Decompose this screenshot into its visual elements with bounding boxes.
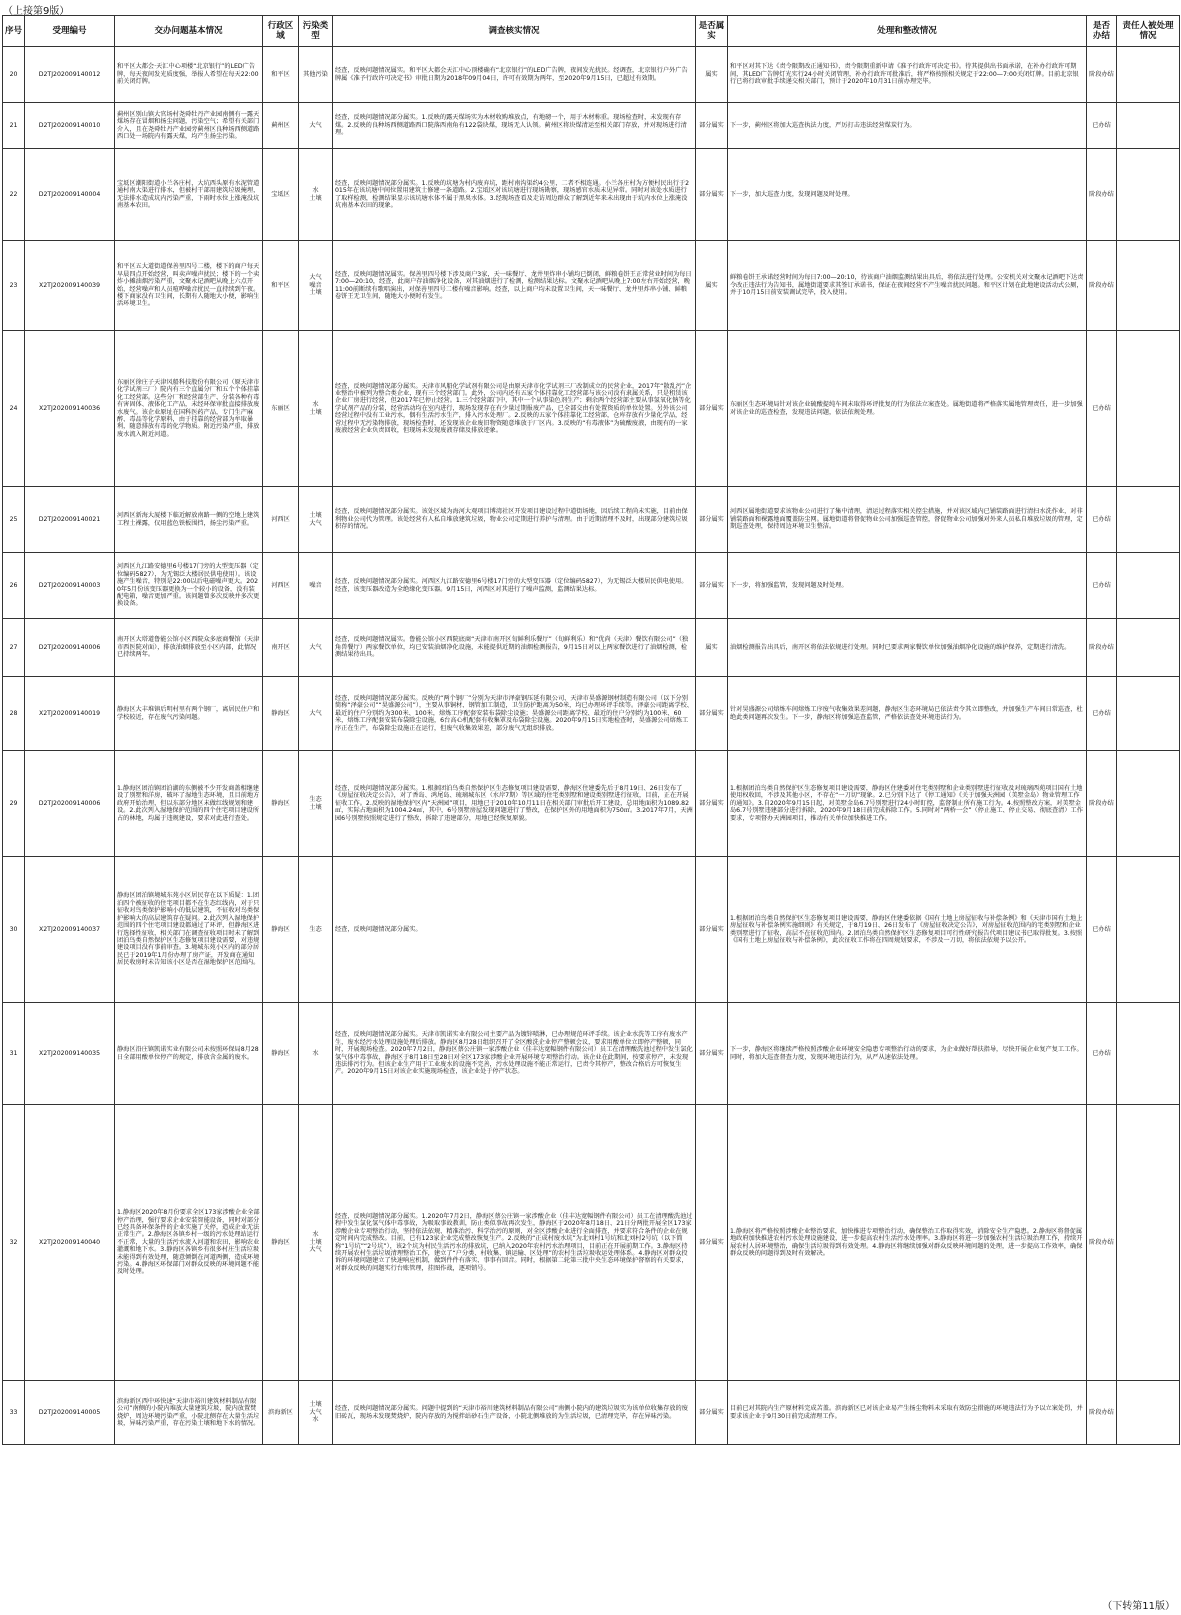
pollution-type: 生态 土壤: [299, 751, 333, 857]
header-district: 行政区域: [263, 16, 299, 47]
investigation-findings: 经查，反映问题情况属实。鲁能公馆小区西院底商“天津市南开区旬鲜利乐餐厅”（旬鲜利乐）和“优尚（天津）餐饮有限公司”（独角兽餐厅）两家餐饮单位，均已安装油烟净化设施，未能提供近期的油烟检测报告，9月15日对以上两家餐饮进行了油烟检测，检测结果待出具。: [333, 619, 696, 677]
verdict: 部分属实: [696, 1381, 728, 1445]
issue-description: 蓟州区别山镇大官场村尧舜牡丹产业园南侧有一露天煤场存在冒烟和扬尘问题，污染空气；希望有关部门介入，且在尧舜牡丹产业园旁蓟州区良种场西侧道路西口处一场院内有露天煤，均产生扬尘污染。: [115, 103, 263, 149]
table-body: [3, 47, 1180, 1445]
district: 蓟州区: [263, 103, 299, 149]
row-index: 27: [3, 619, 25, 677]
handling-measures: 和平区对其下达《责令限期改正通知书》，责令限期重新申请《准予行政许可决定书》。待其提供出书面承诺，在补办行政许可期间，其LED广告牌灯光实行24小时关闭管理，补办行政许可批准后，将严格按照相关规定于22:00—7:00关闭灯牌。目前北京银行已将行政审批手续递交相关部门，预计于2020年10月31日前办理完毕。: [728, 47, 1087, 103]
investigation-findings: 经查，反映问题情况部分属实。1.反映的露天煤场实为木材收购堆放点，有地磅一个，用于木材称重。现场检查时，未发现有存煤。2.反映的良种场西侧道路西口院落西南角有122袋块煤，现场无人认领。蓟州区将块煤清运至相关部门存放，并对现场进行清理。: [333, 103, 696, 149]
issue-description: 南开区大塔道鲁能公馆小区西院众多底商餐馆（天津市西医院对面），排放油烟排放至小区内部，此情况已持续两年。: [115, 619, 263, 677]
pollution-type: 水 土壤: [299, 331, 333, 487]
issue-description: 河西区九江路安德里6号楼17门旁的大型变压器（定位编码5827），为无锡泛大楼居民供电使用）。该设施产生噪音，特别是22:00以后电磁噪声更大。2020年5月份该变压器更换为一个较小的设备，没有装配电箱，噪音更加严重。该问题曾多次反映并多次更换设备。: [115, 553, 263, 619]
row-index: 31: [3, 1003, 25, 1105]
pollution-type: 生态: [299, 857, 333, 1003]
handling-measures: 东丽区生态环境局针对该企业硫酸提纯车间未取得环评批复的行为依法立案查处。属地街道将严格落实属地管理责任，进一步加强对该企业的巡查检查，发现违法问题，依法依规处理。: [728, 331, 1087, 487]
verdict: 部分属实: [696, 1105, 728, 1381]
handling-measures: 鲜粮卷饼王承诺经营时间为每日7:00—20:10，待该商户油烟监测结果出具后，将依法进行处理。公安机关对文聚永记酒吧下达责令改正违法行为告知书，属地街道要求其签订承诺书，保证在夜间经营不产生噪音扰民问题。和平区计划在此地建设活动式公厕，并于10月15日前安装调试完毕，投入使用。: [728, 241, 1087, 331]
row-index: 28: [3, 677, 25, 751]
case-code: D2TJ202009140010: [25, 103, 115, 149]
completion-status: 已办结: [1087, 857, 1117, 1003]
issue-description: 1.静海区2020年8月份要求全区173家涉酸企业全部停产治理，强行要求企业安装智能设备，同时对部分已经具备环保条件的企业实施了关停，造成企业无法正常生产。2.静海区各镇乡村一级的污水处理站运行不正常，大量的生活污水流入河道和农田，影响农业灌溉和地下水。3.静海区各镇乡有很多村庄生活垃圾未能得到有效处理，随意倾倒在河道两侧，造成环境污染。4.静海区环保部门对群众反映的环境问题不能及时处理。: [115, 1105, 263, 1381]
district: 东丽区: [263, 331, 299, 487]
header-responsible: 责任人被处理情况: [1117, 16, 1180, 47]
responsible-person-handling: [1117, 857, 1180, 1003]
header-handling: 处理和整改情况: [728, 16, 1087, 47]
investigation-findings: 经查，反映问题情况属实。保善里四号楼下涉及商户3家，天一味餐厅、龙井里炸串小铺均已倒闭，鲜粮卷饼王正常营业时间为每日7:00—20:10，经查，此商户存油烟净化设备，对其油烟进行了检测，检测结果达标。文聚永记酒吧从晚上7:00左右开始经营，晚11:00前断续有歌唱演出，对保善里四号二楼有噪音影响。经查，以上商户均未设置卫生间，天一味餐厅、龙井里炸串小铺、鲜粮卷饼王无卫生间，随地大小便时有发生。: [333, 241, 696, 331]
table-row: [3, 487, 1180, 553]
row-index: 29: [3, 751, 25, 857]
table-row: [3, 47, 1180, 103]
handling-measures: 下一步，静海区将继续严格按照涉酸企业环境安全隐患专项整治行动的要求，为企业做好帮扶指导，尽快开展企业复产复工工作。同时，将加大巡查督查力度，发现环境违法行为，从严从速依法处理。: [728, 1003, 1087, 1105]
case-code: D2TJ202009140005: [25, 1381, 115, 1445]
table-row: [3, 331, 1180, 487]
district: 河西区: [263, 553, 299, 619]
case-code: D2TJ202009140006: [25, 619, 115, 677]
header-issue: 交办问题基本情况: [115, 16, 263, 47]
district: 静海区: [263, 751, 299, 857]
verdict: 部分属实: [696, 677, 728, 751]
investigation-findings: 经查，反映问题情况部分属实。该处区域为海河大观项目博湾社区开发项目建设过程中道街场地，因后续工程尚未实施，目前由保利物业公司代为管理。该处经营有人私自堆放建筑垃圾，物业公司定期进行养护与清理。由于近期清理不及时，出现部分建筑垃圾积存的情况。: [333, 487, 696, 553]
issue-description: 东丽区徐庄子天津风船科技股份有限公司（原天津市化学试剂三厂）院内有三个直属分厂和五个个体挂靠化工经营部。这些分厂和经营部生产、分装各种有毒有害固体、液体化工产品，未经环保审批直接排放废水废气。该企业原址在国科医药产品，专门生产麻醉、毒品等化学原料，由于挂靠的经营部为牟取暴利，随意排放有毒的化学物质。附近污染严重，排放废水流入附近河道。: [115, 331, 263, 487]
continued-to-note: （下转第11版）: [1102, 1601, 1175, 1612]
verdict: 部分属实: [696, 487, 728, 553]
case-code: X2TJ202009140040: [25, 1105, 115, 1381]
table-row: [3, 149, 1180, 241]
district: 静海区: [263, 857, 299, 1003]
verdict: 部分属实: [696, 553, 728, 619]
completion-status: 已办结: [1087, 677, 1117, 751]
verdict: 部分属实: [696, 857, 728, 1003]
issue-description: 静海区沿庄镇凯诺实业有限公司未按照环保局8月28日全部用酸单位停产的规定，排放含金属的废水。: [115, 1003, 263, 1105]
case-code: X2TJ202009140035: [25, 1003, 115, 1105]
responsible-person-handling: [1117, 1105, 1180, 1381]
responsible-person-handling: [1117, 1003, 1180, 1105]
responsible-person-handling: [1117, 331, 1180, 487]
responsible-person-handling: [1117, 103, 1180, 149]
investigation-findings: 经查，反映问题情况属实。和平区大都会天汇中心顶楼确有“北京银行”的LED广告牌，夜间发光扰民。经调查，北京银行户外广告牌属《准予行政许可决定书》审批日期为2018年09月04日，许可有效期为两年，至2020年9月15日，已超过有效期。: [333, 47, 696, 103]
completion-status: 已办结: [1087, 1003, 1117, 1105]
row-index: 26: [3, 553, 25, 619]
responsible-person-handling: [1117, 487, 1180, 553]
pollution-type: 大气 噪音 土壤: [299, 241, 333, 331]
verdict: 部分属实: [696, 103, 728, 149]
investigation-findings: 经查，反映问题情况部分属实。: [333, 857, 696, 1003]
district: 滨海新区: [263, 1381, 299, 1445]
issue-description: 河西区新海大厦楼下临近解放南路一侧的空地上建筑工程土裸露，仅用蓝色铁板围挡，扬尘污染严重。: [115, 487, 263, 553]
issue-description: 宝坻区潮阳街道小兰各庄村，大坑西头原有水泥管道通村南大渠进行排水，但被村干部用建筑垃圾掩埋，无法排水造成坑内污染严重，下雨时水位上涨淹没坑南基本农田。: [115, 149, 263, 241]
responsible-person-handling: [1117, 47, 1180, 103]
completion-status: 已办结: [1087, 331, 1117, 487]
case-table: [2, 15, 1180, 1445]
completion-status: 阶段办结: [1087, 619, 1117, 677]
row-index: 23: [3, 241, 25, 331]
table-header-row: [3, 16, 1180, 47]
header-status: 是否办结: [1087, 16, 1117, 47]
completion-status: 阶段办结: [1087, 47, 1117, 103]
header-case-code: 受理编号: [25, 16, 115, 47]
header-verdict: 是否属实: [696, 16, 728, 47]
issue-description: 滨海新区西中环快速“天津市裕川建筑材料制品有限公司”南侧的小院内堆放大量建筑垃圾，院内放置焚烧炉，周边环境污染严重，小院北侧存在大量生活垃圾，异味污染严重，存在污染土壤和地下水的情况。: [115, 1381, 263, 1445]
completion-status: 阶段办结: [1087, 1105, 1117, 1381]
investigation-findings: 经查，反映问题情况部分属实。反映的“两个钢厂”分别为天津市泽豪钢压延有限公司、天津市昊盛源钢材制造有限公司（以下分别简称“泽豪公司”“昊盛源公司”），主要从事铜材、钢管加工制造，卫生防护距离为50米，均已办理环评手续等。泽豪公司距离学校、最近的住户分别约为300米、100米，熔炼工序配套安装布袋除尘设施；昊盛源公司距离学校、最近的住户分别约为100米、60米，熔炼工序配套安装布袋除尘设施，6台高心机配套有收集罩及布袋除尘设施。2020年9月15日实地检查时，昊盛源公司熔炼工序正在生产，布袋除尘设施正在运行，但废气收集效果差，部分废气无组织排放。: [333, 677, 696, 751]
verdict: 属实: [696, 241, 728, 331]
issue-description: 静海区大丰堆镇后明村里有两个钢厂，离居民住户和学校较近，存在废气污染问题。: [115, 677, 263, 751]
issue-description: 和平区大都会·天汇中心项楼“北京银行”的LED广告牌，每天夜间发光质度强，举报人希望在每天22:00前关闭灯牌。: [115, 47, 263, 103]
table-row: [3, 553, 1180, 619]
table-row: [3, 1003, 1180, 1105]
handling-measures: 1.根据团泊鸟类自然保护区生态修复项目建设需要，静海区住建委依据《国有土地上房屋征收与补偿条例》和《天津市国有土地上房屋征收与补偿条例实施细则》有关规定，于8月19日、26日发布了《房屋征收决定公告》，对房屋征收范围内的宅类别墅和企业类别墅进行了征收，高层不在征收范围内。2.团泊鸟类自然保护区生态修复项目可行性研究报告代项目建议书已取得批复。3.按照《国有土地上房屋征收与补偿条例》，此次征收工作将在四周规划要求，不涉及一刀切，将依法依规予以公开。: [728, 857, 1087, 1003]
completion-status: 已办结: [1087, 553, 1117, 619]
row-index: 25: [3, 487, 25, 553]
responsible-person-handling: [1117, 619, 1180, 677]
handling-measures: 1.静海区将严格按照涉酸企业整治要求，加快推进专项整治行动，确保整治工作取得实效，消除安全生产隐患。2.静海区将督促属地政府加快推进农村污水处理设施建设，进一步提高农村生活污水处理率。3.静海区将进一步加强农村生活垃圾治理工作，持续开展农村人居环境整治，确保生活垃圾得到有效处理。4.静海区将继续加强对群众反映环境问题的处理，进一步提高工作效率，确保群众反映的问题得到及时有效解决。: [728, 1105, 1087, 1381]
investigation-findings: 经查，反映问题情况部分属实。1.根据团泊鸟类自然保护区生态修复项目建设需要，静海区住建委先后于8月19日、26日发布了《房屋征收决定公告》，对了香岛、鸿尾岛、琉璃城东区（水岸7期）等区域的住宅类别墅和建设类别墅进行征收，目前，正在开展征收工作。2.反映的湿地保护区内“天洲园”项目，用地已于2010年10月11日在相关部门审批后开工建设，总用地面积为1089.82㎡，实际占地面积为1004.24㎡，其中，6号别墅房屋发现问题进行了整改，在保护区外的用地面积为750㎡。3.2017年7月，天洲园6号别墅按照规定进行了整改，拆除了违建部分，用地已经恢复原貌。: [333, 751, 696, 857]
case-code: D2TJ202009140021: [25, 487, 115, 553]
investigation-findings: 经查，反映问题情况部分属实。1.2020年7月2日，静海区蔡公庄镇一家涉酸企业（佳丰达宽幅钢件有限公司）员工在清理酸洗池过程中发生氯化氢气体中毒事故，为吸取事故教训，防止类似事故再次发生，静海区于2020年8月18日、21日分两批开展全区173家涉酸企业专项整治行动，坚持依法依规、精准治污、科学治污的原则，对全区涉酸企业进行全面排查，并要求符合条件的企业在规定时间内完成整改。目前，已有123家企业完成整改恢复生产。2.反映的“正成村废水坑”为北刘村1号坑和北刘村2号坑（以下简称“1号坑”“2号坑”），该2个坑为村民生活污水的排放坑，已纳入2020年农村污水治理项目，目前正在开展前期工作。3.静海区持续开展农村生活垃圾清理整治工作，建立了“户分类、村收集、镇运输、区处理”的农村生活垃圾收运处理体系。4.静海区对群众投诉的环境问题建立了快速响应机制，做到件件有落实、事事有回音。同时，根据第二轮第三批中央生态环境保护督察的有关要求，对群众反映的问题实行台账管理，挂图作战，逐项销号。: [333, 1105, 696, 1381]
issue-description: 和平区五大道街道保善里四号二楼，楼下的商户每天早晨四点开始经营，叫卖声噪声扰民；楼下的一个卖炸小摊油烟污染严重，文聚永记酒吧从晚上六点开始，经营噪声和人员喧哗噪音扰民一直持续到午夜。楼下商家没有卫生间，长期有人随地大小便，影响生活环境卫生。: [115, 241, 263, 331]
header-pollution-type: 污染类型: [299, 16, 333, 47]
row-index: 21: [3, 103, 25, 149]
issue-description: 静海区团泊镇境城东苑小区居民存在以下质疑：1.团泊四个被征收的住宅项目都不在生态红线内，对于只征收对鸟类保护影响小的低层建筑，不征收对鸟类保护影响大的高层建筑存在疑问。2.此次列入湿地保护范围的四个住宅项目建设都通过了环评，但静海区进行选择性征收，相关部门在调查征收项目时未了解到团泊鸟类自然保护区生态修复项目建设需要，对违规建设项目没有事前审查。3.境城东苑小区内的部分居民已于2019年1月份办理了房产证，开发商在通知居民收房时未告知该小区是否在湿地保护区范围内。: [115, 857, 263, 1003]
verdict: 部分属实: [696, 751, 728, 857]
handling-measures: 1.根据团泊鸟类自然保护区生态修复项目建设需要，静海区住建委对住宅类别墅和企业类别墅进行征收及对琉璃西苑项目国有土地使用权收回，不涉及其他小区，不存在“一刀切”现象。2.已分别下达了《停工通知》《关于加强天洲园（美墅金岛）物业管理工作的通知》。3.自2020年9月15日起，对美墅金岛6.7号别墅进行24小时盯控，监督制止所有施工行为。4.按照整改方案，对美墅金岛6.7号别墅违建部分进行拆除，2020年9月18日前完成拆除工作。5.同时对“两桥一会”（停止施工、停止交易、彻底查清）工作要求，专项督办天洲园项目，推动有关单位加快推进工作。: [728, 751, 1087, 857]
continued-from-note: （上接第9版）: [3, 6, 70, 17]
responsible-person-handling: [1117, 241, 1180, 331]
pollution-type: 大气: [299, 677, 333, 751]
completion-status: 阶段办结: [1087, 751, 1117, 857]
pollution-type: 水 土壤: [299, 149, 333, 241]
district: 静海区: [263, 677, 299, 751]
pollution-type: 土壤 大气: [299, 487, 333, 553]
district: 和平区: [263, 47, 299, 103]
handling-measures: 油烟检测报告出具后，南开区将依法依规进行处理。同时已要求两家餐饮单位加强油烟净化设施的维护保养，定期进行清洗。: [728, 619, 1087, 677]
pollution-type: 水 土壤 大气: [299, 1105, 333, 1381]
table-row: [3, 619, 1180, 677]
handling-measures: 下一步，蓟州区将加大巡查执法力度，严厉打击违法经营煤炭行为。: [728, 103, 1087, 149]
table-row: [3, 103, 1180, 149]
verdict: 属实: [696, 47, 728, 103]
row-index: 32: [3, 1105, 25, 1381]
case-code: D2TJ202009140006: [25, 751, 115, 857]
completion-status: 阶段办结: [1087, 1381, 1117, 1445]
case-code: X2TJ202009140036: [25, 331, 115, 487]
header-index: 序号: [3, 16, 25, 47]
case-code: D2TJ202009140003: [25, 553, 115, 619]
row-index: 24: [3, 331, 25, 487]
handling-measures: 下一步，加大巡查力度，发现问题及时处理。: [728, 149, 1087, 241]
header-investigation: 调查核实情况: [333, 16, 696, 47]
row-index: 30: [3, 857, 25, 1003]
pollution-type: 噪音: [299, 553, 333, 619]
table-row: [3, 751, 1180, 857]
district: 和平区: [263, 241, 299, 331]
investigation-findings: 经查，反映问题情况部分属实。天津市风船化学试剂有限公司是由原天津市化学试剂三厂改制成立的民营企业，2017年“散乱污”企业整治中被列为整合类企业，现有三个经营部门。此外，公司内还有五家个体挂靠化工经营部与该公司没有隶属关系，只是租赁该企业厂房进行经营，但2017年已停止经营。1.三个经营部门中，其中一个从事染色剂生产；剩余两个经营部主要从事氢氧化钠等化学试剂产品的分装，经营活动均在室内进行，现场发现存在有少量过期报废产品，已全部交由有处置资质的单位处置。另外该公司经营过程中没有工业污水，偶有生活污水生产，排入污水处理厂。2.反映的五家个体挂靠化工经营部，仓库存放有少量化学品，经营过程中无污染物排放，现场检查时，还发现该企业废旧物资随意堆放于厂区内。3.反映的“有毒液体”为硫酸废液，由现有的一家废液经营企业负责回收，但现场未发现废液存储及排放迹象。: [333, 331, 696, 487]
row-index: 20: [3, 47, 25, 103]
responsible-person-handling: [1117, 553, 1180, 619]
completion-status: 已办结: [1087, 487, 1117, 553]
case-code: X2TJ202009140019: [25, 677, 115, 751]
verdict: 部分属实: [696, 1003, 728, 1105]
pollution-type: 其他污染: [299, 47, 333, 103]
investigation-findings: 经查，反映问题情况部分属实。河西区九江路安德里6号楼17门旁的大型变压器（定位编码5827），为无锡泛大楼居民供电使用。经查，该变压器改造为全绝缘化变压器。9月15日，河西区对其进行了噪声监测，监测结果达标。: [333, 553, 696, 619]
issue-description: 1.静海区团泊镇团泊湖的东侧被不少开发商盖相继建设了别墅和洋房，破坏了湿地生态环境，且目前地方政府开始治理，但以东部分地区未做红线规划和建设。2.此次列入湿地保护范围的四个住宅项目建设所占的林地，均属于违规建设，要求对此进行查处。: [115, 751, 263, 857]
table-row: [3, 857, 1180, 1003]
handling-measures: 河西区属地街道要求该物业公司进行了集中清理，清运过程落实相关控尘措施，并对该区域内已铺装路面进行清扫水洗作业，对非铺装路面和裸露地面覆盖防尘网。属地街道将督促物业公司加强巡查管控，督促物业公司加强对外来人员私自堆放垃圾的管理，定期巡查处理，保持周边环境卫生整洁。: [728, 487, 1087, 553]
district: 静海区: [263, 1003, 299, 1105]
completion-status: 阶段办结: [1087, 241, 1117, 331]
verdict: 属实: [696, 619, 728, 677]
responsible-person-handling: [1117, 1381, 1180, 1445]
district: 河西区: [263, 487, 299, 553]
verdict: 部分属实: [696, 331, 728, 487]
investigation-findings: 经查，反映问题情况部分属实。1.反映的坑塘为村内废弃坑，距村南沟渠约4公里，二者不相连通。小兰各庄村为方便村民出行于2015年在该坑塘中间位置用建筑土修建一条道路。2.宝坻区对该坑塘进行现场勘察，现场感官水质未见异常。同时对该处水质进行了取样检测，检测结果显示该坑塘水体不属于黑臭水体。3.经现场查看及走访周边群众了解到近年来未出现由于坑内水位上涨淹没坑南基本农田的现象。: [333, 149, 696, 241]
district: 宝坻区: [263, 149, 299, 241]
district: 南开区: [263, 619, 299, 677]
table-row: [3, 1381, 1180, 1445]
verdict: 部分属实: [696, 149, 728, 241]
responsible-person-handling: [1117, 677, 1180, 751]
table-row: [3, 241, 1180, 331]
case-code: X2TJ202009140039: [25, 241, 115, 331]
case-code: D2TJ202009140012: [25, 47, 115, 103]
completion-status: 已办结: [1087, 103, 1117, 149]
completion-status: 阶段办结: [1087, 149, 1117, 241]
pollution-type: 土壤 大气 水: [299, 1381, 333, 1445]
table-row: [3, 1105, 1180, 1381]
investigation-findings: 经查，反映问题情况部分属实。天津市凯诺实业有限公司主要产品为镀锌喷淋，已办理规范环评手续。该企业水洗等工序有废水产生，废水经污水处理设施处理后排放。静海区8月28日组织召开了全区酸洗企业停产整顿会议，要求用酸单位立即停产整顿，同时，开展现场检查。2020年7月2日，静海区蔡公庄镇一家涉酸企业（佳丰达宽幅钢件有限公司）员工在清理酸洗池过程中发生氯化氢气体中毒事故，静海区于8月18日至28日对全区173家涉酸企业开展环境专项整治行动。该企业在此期间，按要求停产，未发现违法排污行为。但该企业生产用于工业废水的设施不完善，污水处理设施不能正常运行，已责令其停产，整改合格后方可恢复生产。2020年9月15日对该企业实施现场检查，该企业处于停产状态。: [333, 1003, 696, 1105]
investigation-findings: 经查，反映问题情况部分属实。问题中提到的“天津市裕川建筑材料制品有限公司”南侧小院内的建筑垃圾实为该单位收集存放的废旧砖瓦，现场未发现焚烧炉，院内存放的为搅拌站砂石生产设备，小院北侧堆放的为生活垃圾，已清理完毕，存在异味污染。: [333, 1381, 696, 1445]
table-row: [3, 677, 1180, 751]
responsible-person-handling: [1117, 751, 1180, 857]
responsible-person-handling: [1117, 149, 1180, 241]
row-index: 33: [3, 1381, 25, 1445]
pollution-type: 大气: [299, 103, 333, 149]
case-code: X2TJ202009140037: [25, 857, 115, 1003]
pollution-type: 大气: [299, 619, 333, 677]
district: 静海区: [263, 1105, 299, 1381]
handling-measures: 目前已对其院内生产原材料完成苫盖。滨海新区已对该企业易产生扬尘物料未采取有效防尘措施的环境违法行为予以立案处罚，并要求该企业于9月30日前完成清理工作。: [728, 1381, 1087, 1445]
pollution-type: 水: [299, 1003, 333, 1105]
case-code: D2TJ202009140004: [25, 149, 115, 241]
row-index: 22: [3, 149, 25, 241]
handling-measures: 下一步，将加强监管，发现问题及时处理。: [728, 553, 1087, 619]
handling-measures: 针对昊盛源公司熔炼车间熔炼工序废气收集效果差问题，静海区生态环境局已依法责令其立即整改，并加强生产车间日常巡查，杜绝此类问题再次发生。下一步，静海区将加强巡查监管，严格依法查处环境违法行为。: [728, 677, 1087, 751]
